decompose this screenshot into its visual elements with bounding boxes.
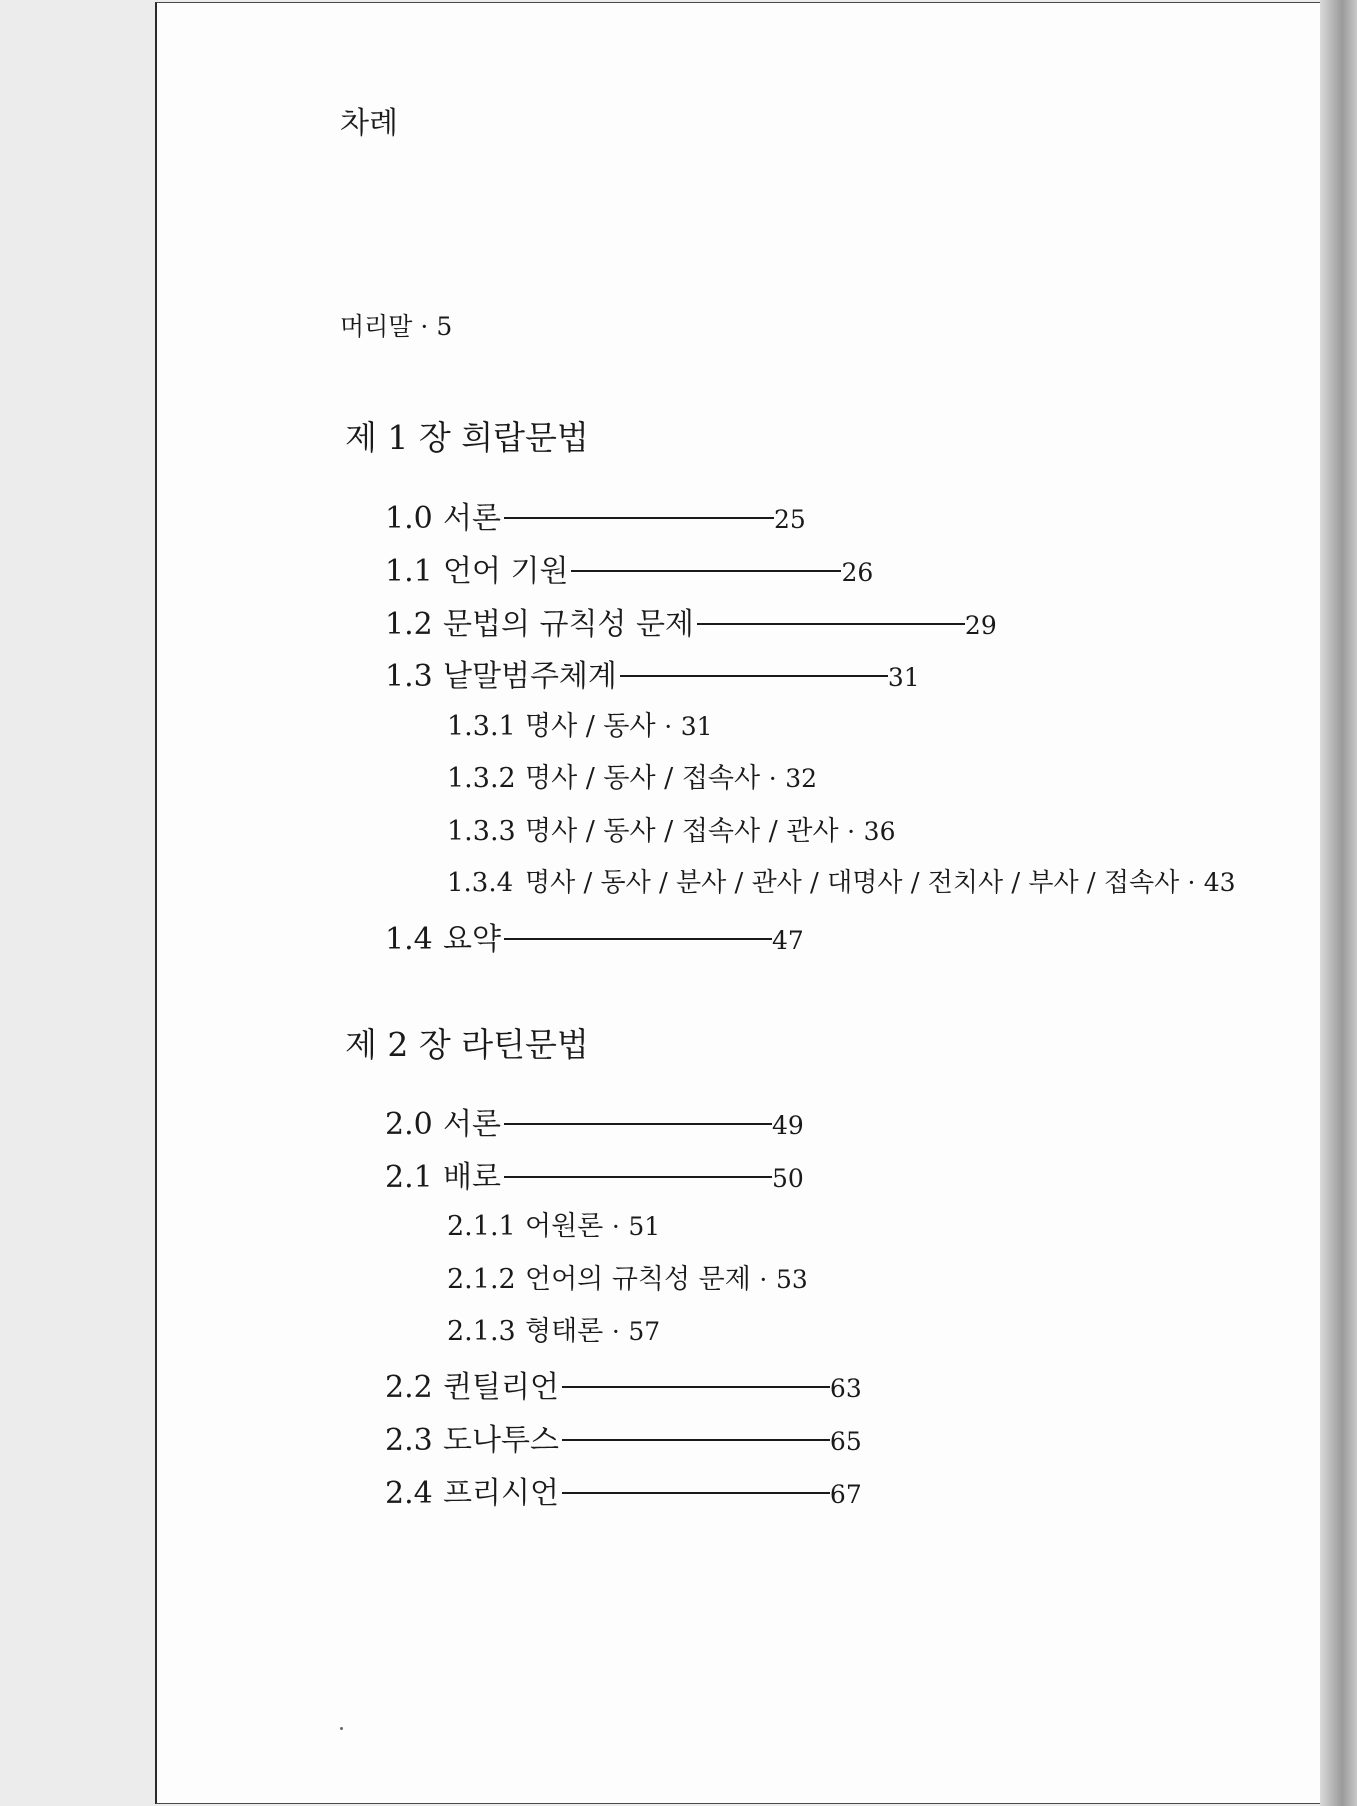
entry-number: 1.2 [385, 607, 433, 642]
toc-entry [385, 914, 804, 958]
toc-subentry [447, 1257, 808, 1296]
subentry-number: 1.3.2 [447, 763, 516, 794]
toc-subentry [447, 862, 1236, 899]
entry-number: 2.4 [385, 1476, 433, 1511]
subentry-title: 명사 / 동사 / 분사 / 관사 / 대명사 / 전치사 / 부사 / 접속사 [525, 868, 1180, 898]
leader-line [697, 623, 965, 625]
toc-entry [385, 1152, 804, 1196]
leader-line [562, 1492, 830, 1494]
entry-title: 낱말범주체계 [443, 659, 617, 694]
scan-speck [340, 1727, 343, 1730]
toc-entry [385, 493, 806, 537]
subentry-title: 어원론 [525, 1211, 604, 1242]
entry-page: 65 [829, 1427, 862, 1456]
book-page [155, 2, 1337, 1804]
toc-entry [385, 651, 920, 695]
entry-title: 도나투스 [443, 1423, 559, 1458]
separator: · [1187, 868, 1196, 897]
entry-title: 배로 [443, 1160, 501, 1195]
subentry-number: 1.3.3 [447, 816, 516, 847]
separator: · [611, 1212, 620, 1241]
separator: · [611, 1317, 620, 1346]
entry-page: 50 [771, 1164, 804, 1193]
entry-title: 요약 [443, 922, 501, 957]
entry-title: 서론 [443, 501, 501, 536]
leader-line [504, 517, 774, 519]
entry-number: 2.1 [385, 1160, 433, 1195]
entry-page: 63 [829, 1374, 862, 1403]
subentry-title: 명사 / 동사 / 접속사 [525, 763, 761, 794]
subentry-page: 57 [628, 1317, 661, 1346]
subentry-number: 2.1.2 [447, 1264, 516, 1295]
leader-line [504, 938, 772, 940]
entry-number: 1.1 [385, 554, 433, 589]
toc-title: 차례 [340, 106, 398, 141]
entry-page: 31 [887, 663, 920, 692]
subentry-number: 1.3.1 [447, 711, 516, 742]
separator: · [664, 712, 673, 741]
entry-page: 49 [771, 1111, 804, 1140]
entry-number: 2.2 [385, 1370, 433, 1405]
subentry-page: 32 [785, 764, 818, 793]
toc-subentry [447, 1204, 660, 1243]
subentry-page: 53 [775, 1265, 808, 1294]
entry-number: 1.3 [385, 659, 433, 694]
entry-title: 언어 기원 [443, 554, 569, 589]
page-edge-shadow [1320, 0, 1357, 1806]
entry-title: 문법의 규칙성 문제 [443, 607, 694, 642]
entry-number: 1.0 [385, 501, 433, 536]
preface-label: 머리말 [340, 312, 413, 341]
subentry-page: 43 [1203, 868, 1236, 897]
separator: · [768, 764, 777, 793]
entry-title: 퀸틸리언 [443, 1370, 559, 1405]
leader-line [620, 675, 888, 677]
entry-page: 47 [771, 926, 804, 955]
leader-line [562, 1439, 830, 1441]
subentry-title: 명사 / 동사 / 접속사 / 관사 [525, 816, 839, 847]
leader-line [504, 1176, 772, 1178]
toc-entry [385, 1099, 804, 1143]
separator: · [759, 1265, 768, 1294]
leader-line [504, 1123, 772, 1125]
toc-subentry [447, 756, 817, 795]
subentry-page: 51 [628, 1212, 661, 1241]
toc-subentry [447, 704, 713, 743]
subentry-title: 형태론 [525, 1316, 604, 1347]
subentry-number: 2.1.3 [447, 1316, 516, 1347]
preface-entry [340, 307, 452, 343]
leader-line [562, 1386, 830, 1388]
subentry-title: 언어의 규칙성 문제 [525, 1264, 751, 1295]
entry-page: 29 [964, 611, 997, 640]
toc-entry [385, 1362, 862, 1406]
entry-number: 2.0 [385, 1107, 433, 1142]
entry-page: 26 [841, 558, 874, 587]
subentry-title: 명사 / 동사 [525, 711, 656, 742]
preface-page: 5 [436, 312, 453, 341]
entry-page: 67 [829, 1480, 862, 1509]
toc-subentry [447, 809, 895, 848]
toc-entry [385, 1415, 862, 1459]
entry-title: 서론 [443, 1107, 501, 1142]
entry-number: 2.3 [385, 1423, 433, 1458]
entry-title: 프리시언 [443, 1476, 559, 1511]
separator: · [420, 312, 429, 341]
separator: · [847, 817, 856, 846]
chapter-2-heading: 제 2 장 라틴문법 [345, 1025, 589, 1064]
toc-subentry [447, 1309, 660, 1348]
toc-entry [385, 1468, 862, 1512]
subentry-page: 31 [680, 712, 713, 741]
leader-line [571, 570, 841, 572]
entry-page: 25 [773, 505, 806, 534]
subentry-number: 1.3.4 [447, 868, 514, 898]
chapter-1-heading: 제 1 장 희랍문법 [345, 418, 589, 457]
subentry-page: 36 [863, 817, 896, 846]
toc-entry [385, 599, 997, 643]
toc-entry [385, 546, 873, 590]
entry-number: 1.4 [385, 922, 433, 957]
subentry-number: 2.1.1 [447, 1211, 516, 1242]
